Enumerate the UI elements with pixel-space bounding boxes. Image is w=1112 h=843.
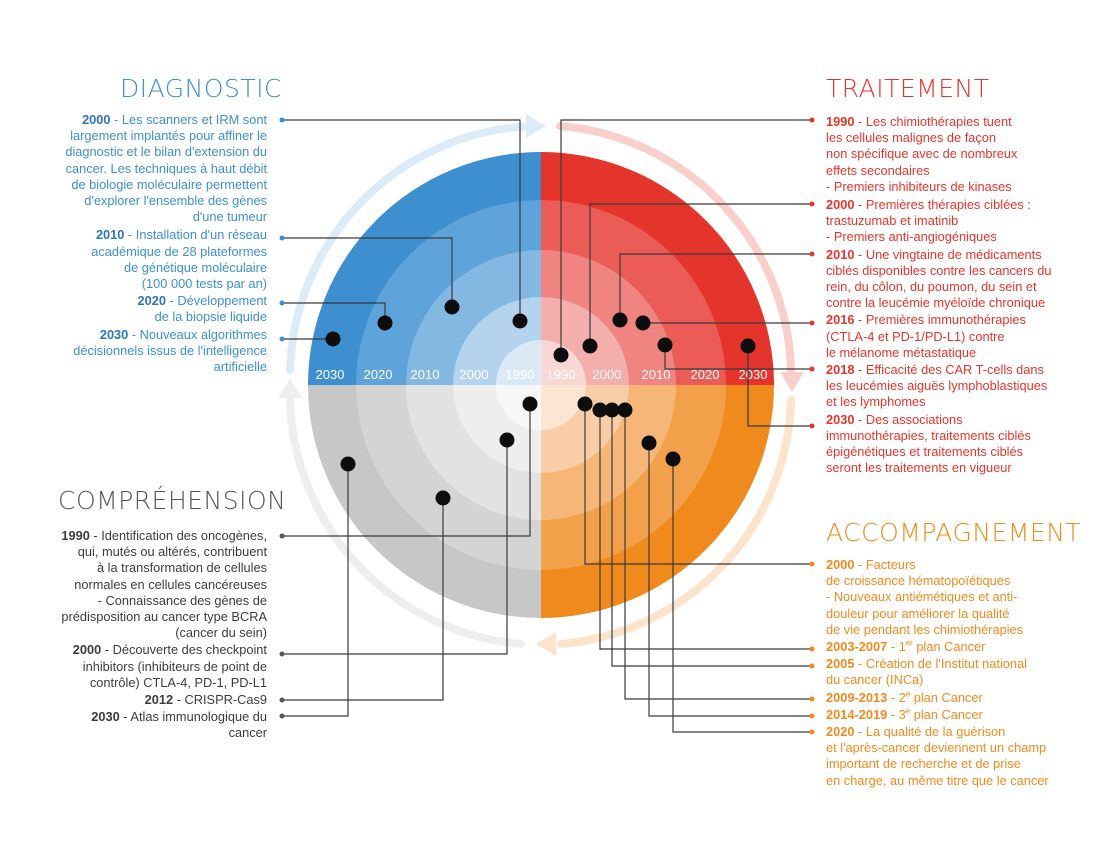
marker-diag-2030 bbox=[326, 332, 341, 347]
event-text: - Efficacité des CAR T-cells dans les leucémies aiguës lymphoblastiques et les lymphomes bbox=[826, 362, 1048, 410]
event-text: - 2 bbox=[887, 689, 906, 705]
accompagnement-event bbox=[826, 707, 1088, 723]
event-year: 2000 bbox=[72, 642, 102, 658]
marker-comp-2012 bbox=[436, 491, 451, 506]
event-text: - La qualité de la guérison et l'après-cancer deviennent un champ important de recherche et de prise en charge, au même titre que le cancer bbox=[826, 724, 1049, 788]
event-text: - Une vingtaine de médicaments ciblés disponibles contre les cancers du rein, du côlon, du poumon, du sein et contre la leucémie myéloïde chronique bbox=[826, 246, 1052, 311]
event-year: 2005 bbox=[826, 656, 855, 672]
event-text: - Premières immunothérapies (CTLA-4 et PD-1/PD-L1) contre le mélanome métastatique bbox=[826, 312, 1026, 360]
marker-acc-2020 bbox=[666, 452, 681, 467]
marker-comp-1990 bbox=[523, 397, 538, 412]
accompagnement-event bbox=[826, 639, 1088, 655]
traitement-event bbox=[826, 114, 1088, 195]
diagnostic-event bbox=[30, 227, 267, 292]
marker-trait-2018 bbox=[658, 338, 673, 353]
year-label-left-1990: 1990 bbox=[505, 367, 535, 382]
marker-trait-2000 bbox=[583, 339, 598, 354]
event-text: - Installation d'un réseau académique de 28 plateformes de génétique moléculaire (100 000 tests par an) bbox=[91, 227, 267, 292]
traitement-event bbox=[826, 312, 1088, 361]
event-year: 2016 bbox=[826, 312, 855, 328]
year-label-right-2030: 2030 bbox=[738, 367, 768, 382]
ordinal-suffix: e bbox=[905, 706, 911, 716]
event-year: 2030 bbox=[826, 411, 855, 427]
year-label-left-2000: 2000 bbox=[459, 367, 489, 382]
event-year: 2000 bbox=[82, 112, 111, 127]
year-label-right-1990: 1990 bbox=[546, 367, 576, 382]
marker-acc-2000 bbox=[578, 397, 593, 412]
comprehension-event bbox=[20, 709, 267, 741]
event-year: 2009-2013 bbox=[826, 689, 888, 705]
event-year: 2003-2007 bbox=[826, 639, 888, 655]
title-accompagnement: ACCOMPAGNEMENT bbox=[826, 518, 1082, 547]
accompagnement-event bbox=[826, 724, 1088, 789]
marker-diag-2010 bbox=[445, 300, 460, 315]
year-label-right-2020: 2020 bbox=[690, 367, 720, 382]
event-text: - Nouveaux algorithmes décisionnels issus de l'intelligence artificielle bbox=[73, 326, 267, 375]
marker-diag-2000 bbox=[513, 314, 528, 329]
event-year: 2000 bbox=[826, 197, 855, 213]
event-year: 2014-2019 bbox=[826, 706, 888, 722]
diagnostic-event bbox=[30, 293, 267, 325]
event-year: 1990 bbox=[61, 528, 90, 543]
event-year: 2000 bbox=[826, 557, 855, 572]
event-text: - Facteurs de croissance hématopoïétiques - Nouveaux antiémétiques et anti- douleur pour améliorer la qualité de vie pendant les chimiothérapies bbox=[826, 557, 1024, 637]
marker-comp-2000 bbox=[500, 433, 515, 448]
ordinal-suffix: er bbox=[905, 638, 913, 648]
marker-trait-2010 bbox=[613, 313, 628, 328]
event-text-tail: plan Cancer bbox=[910, 689, 983, 705]
traitement-event bbox=[826, 197, 1088, 246]
comprehension-events bbox=[20, 528, 267, 742]
event-year: 2020 bbox=[137, 293, 166, 309]
marker-diag-2020 bbox=[378, 316, 393, 331]
event-text: - Création de l'Institut national du cancer (INCa) bbox=[826, 656, 1027, 688]
year-label-right-2010: 2010 bbox=[641, 367, 671, 382]
event-text: - Premières thérapies ciblées : trastuzumab et imatinib - Premiers anti-angiogéniques bbox=[826, 197, 1031, 245]
event-text: - Les scanners et IRM sont largement implantés pour affiner le diagnostic et le bilan d'extension du cancer. Les techniques à haut débit de biologie moléculaire permettent d'explorer l'ensemble des gènes d'une tumeur bbox=[65, 112, 267, 225]
event-year: 2012 bbox=[144, 692, 174, 708]
marker-acc-2005 bbox=[605, 403, 620, 418]
accompagnement-event bbox=[826, 690, 1088, 706]
diagnostic-event bbox=[30, 112, 267, 225]
comprehension-event bbox=[20, 692, 267, 708]
event-text: - Atlas immunologique du cancer bbox=[123, 709, 267, 741]
title-comprehension: COMPRÉHENSION bbox=[58, 486, 287, 515]
year-label-right-2000: 2000 bbox=[592, 367, 622, 382]
comprehension-event bbox=[20, 528, 267, 641]
year-label-left-2020: 2020 bbox=[363, 367, 393, 382]
traitement-event bbox=[826, 362, 1088, 411]
event-year: 2010 bbox=[826, 246, 855, 262]
event-year: 2010 bbox=[95, 227, 125, 243]
event-year: 2020 bbox=[826, 724, 855, 740]
title-traitement: TRAITEMENT bbox=[826, 74, 990, 103]
comprehension-event bbox=[20, 642, 267, 691]
traitement-event bbox=[826, 247, 1088, 312]
event-year: 2018 bbox=[826, 362, 855, 378]
year-label-left-2010: 2010 bbox=[410, 367, 440, 382]
diagnostic-event bbox=[30, 327, 267, 376]
accompagnement-event bbox=[826, 557, 1088, 638]
accompagnement-event bbox=[826, 656, 1088, 688]
event-text-tail: plan Cancer bbox=[912, 639, 986, 655]
marker-acc-2014 bbox=[642, 436, 657, 451]
event-year: 2030 bbox=[91, 709, 120, 725]
event-text: - Découverte des checkpoint inhibitors (inhibiteurs de point de contrôle) CTLA-4, PD-1, PD-L1 bbox=[82, 642, 267, 690]
marker-comp-2030 bbox=[341, 457, 356, 472]
traitement-event bbox=[826, 412, 1088, 477]
marker-trait-2016 bbox=[636, 316, 651, 331]
event-year: 2030 bbox=[99, 326, 129, 342]
marker-trait-1990 bbox=[554, 348, 569, 363]
title-diagnostic: DIAGNOSTIC bbox=[120, 74, 283, 103]
event-text: - 3 bbox=[887, 706, 906, 722]
event-text: - Des associations immunothérapies, traitements ciblés épigénétiques et traitements ciblés seront les traitements en vigueur bbox=[826, 411, 1031, 476]
event-text-tail: plan Cancer bbox=[910, 706, 983, 722]
traitement-events bbox=[826, 114, 1088, 476]
accompagnement-events bbox=[826, 557, 1088, 789]
event-text: - CRISPR-Cas9 bbox=[173, 692, 267, 708]
event-text: - 1 bbox=[887, 639, 906, 655]
year-label-left-2030: 2030 bbox=[315, 367, 345, 382]
marker-acc-2009 bbox=[618, 403, 633, 418]
event-text: - Développement de la biopsie liquide bbox=[154, 293, 267, 325]
diagnostic-events bbox=[30, 112, 267, 375]
ordinal-suffix: e bbox=[905, 689, 911, 699]
event-text: - Les chimiothérapies tuent les cellules malignes de façon non spécifique avec de nombreux effets secondaires - Premiers inhibiteurs de kinases bbox=[826, 114, 1018, 194]
event-year: 1990 bbox=[826, 114, 855, 129]
event-text: - Identification des oncogènes, qui, mutés ou altérés, contribuent à la transformation de cellules normales en cellules cancéreuses - Connaissance des gènes de prédisposition au cancer type BCRA (cancer du sein) bbox=[61, 528, 267, 641]
marker-trait-2030 bbox=[741, 339, 756, 354]
